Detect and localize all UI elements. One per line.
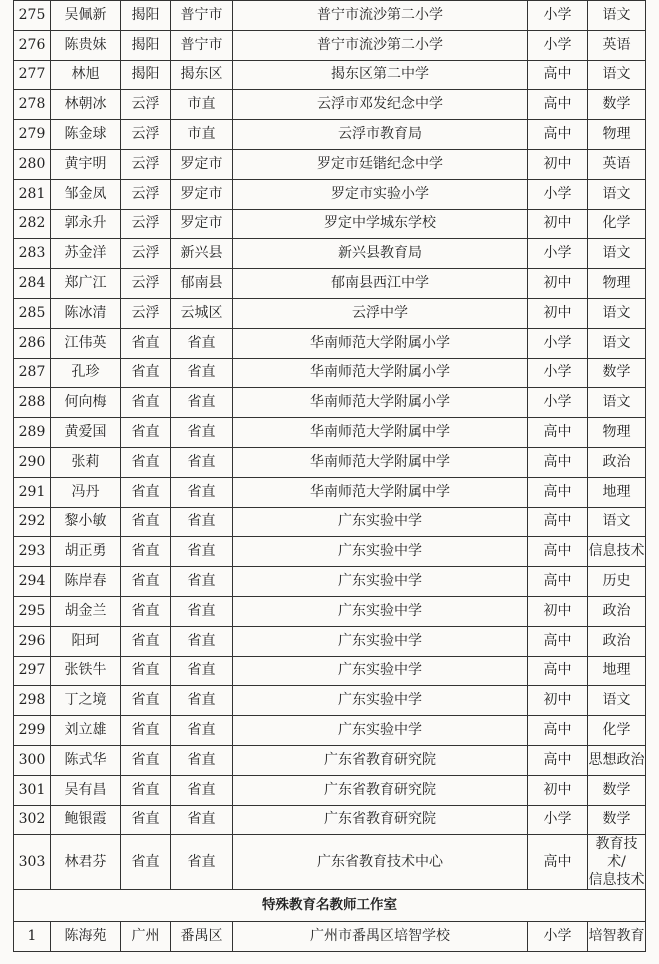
teacher-name: 张莉 [51, 447, 121, 477]
school-stage: 高中 [528, 418, 588, 448]
school-stage: 小学 [528, 179, 588, 209]
school-stage: 小学 [528, 358, 588, 388]
teacher-name: 丁之境 [51, 686, 121, 716]
table-row [14, 596, 646, 626]
district-cell: 省直 [171, 328, 233, 358]
work-unit: 广东省教育研究院 [233, 745, 528, 775]
teacher-roster-table [13, 0, 646, 952]
table-row [14, 298, 646, 328]
city-cell: 省直 [121, 507, 171, 537]
table-row [14, 537, 646, 567]
district-cell: 省直 [171, 626, 233, 656]
school-stage: 高中 [528, 835, 588, 890]
city-cell: 省直 [121, 686, 171, 716]
table-row [14, 686, 646, 716]
district-cell: 省直 [171, 686, 233, 716]
row-number: 296 [14, 626, 51, 656]
teacher-name: 胡正勇 [51, 537, 121, 567]
school-stage: 高中 [528, 716, 588, 746]
work-unit: 华南师范大学附属中学 [233, 447, 528, 477]
teacher-name: 胡金兰 [51, 596, 121, 626]
subject-line: 教育技术/ [595, 836, 638, 871]
school-stage: 小学 [528, 388, 588, 418]
subject-cell: 思想政治 [588, 745, 646, 775]
table-row [14, 358, 646, 388]
teacher-name: 陈岸春 [51, 567, 121, 597]
work-unit: 广东实验中学 [233, 537, 528, 567]
teacher-name: 黄爱国 [51, 418, 121, 448]
row-number: 283 [14, 239, 51, 269]
teacher-name: 黄宇明 [51, 149, 121, 179]
city-cell: 省直 [121, 537, 171, 567]
teacher-name: 冯丹 [51, 477, 121, 507]
table-row [14, 626, 646, 656]
subject-cell: 化学 [588, 209, 646, 239]
row-number: 292 [14, 507, 51, 537]
school-stage: 小学 [528, 805, 588, 835]
city-cell: 云浮 [121, 120, 171, 150]
city-cell: 云浮 [121, 298, 171, 328]
district-cell: 市直 [171, 90, 233, 120]
table-row [14, 388, 646, 418]
teacher-name: 刘立雄 [51, 716, 121, 746]
city-cell: 云浮 [121, 90, 171, 120]
work-unit: 普宁市流沙第二小学 [233, 30, 528, 60]
district-cell: 省直 [171, 537, 233, 567]
subject-cell: 数学 [588, 775, 646, 805]
school-stage: 高中 [528, 537, 588, 567]
table-row [14, 209, 646, 239]
subject-cell: 化学 [588, 716, 646, 746]
teacher-name: 孔珍 [51, 358, 121, 388]
city-cell: 省直 [121, 656, 171, 686]
row-number: 279 [14, 120, 51, 150]
work-unit: 广东实验中学 [233, 507, 528, 537]
subject-cell: 英语 [588, 30, 646, 60]
subject-cell: 地理 [588, 656, 646, 686]
teacher-name: 张铁牛 [51, 656, 121, 686]
teacher-name: 郑广江 [51, 269, 121, 299]
district-cell: 云城区 [171, 298, 233, 328]
district-cell: 市直 [171, 120, 233, 150]
school-stage: 小学 [528, 328, 588, 358]
row-number: 293 [14, 537, 51, 567]
subject-cell: 数学 [588, 358, 646, 388]
teacher-name: 苏金洋 [51, 239, 121, 269]
work-unit: 广东省教育研究院 [233, 805, 528, 835]
city-cell: 省直 [121, 716, 171, 746]
work-unit: 华南师范大学附属小学 [233, 328, 528, 358]
district-cell: 省直 [171, 567, 233, 597]
work-unit: 罗定中学城东学校 [233, 209, 528, 239]
school-stage: 小学 [528, 239, 588, 269]
city-cell: 省直 [121, 805, 171, 835]
city-cell: 省直 [121, 418, 171, 448]
district-cell: 普宁市 [171, 30, 233, 60]
table-row [14, 567, 646, 597]
roster-body [14, 1, 646, 952]
table-row [14, 120, 646, 150]
row-number: 295 [14, 596, 51, 626]
teacher-name: 吴佩新 [51, 1, 121, 31]
district-cell: 新兴县 [171, 239, 233, 269]
work-unit: 华南师范大学附属小学 [233, 388, 528, 418]
school-stage: 高中 [528, 120, 588, 150]
subject-cell: 政治 [588, 626, 646, 656]
school-stage: 初中 [528, 269, 588, 299]
table-row [14, 656, 646, 686]
work-unit: 罗定市实验小学 [233, 179, 528, 209]
district-cell: 省直 [171, 775, 233, 805]
row-number: 277 [14, 60, 51, 90]
table-row [14, 60, 646, 90]
teacher-name: 陈式华 [51, 745, 121, 775]
work-unit: 广东实验中学 [233, 567, 528, 597]
school-stage: 初中 [528, 298, 588, 328]
teacher-name: 吴有昌 [51, 775, 121, 805]
section-title: 特殊教育名教师工作室 [14, 890, 646, 922]
table-row [14, 149, 646, 179]
subject-cell: 历史 [588, 567, 646, 597]
teacher-name: 黎小敏 [51, 507, 121, 537]
row-number: 281 [14, 179, 51, 209]
table-row [14, 328, 646, 358]
table-row [14, 716, 646, 746]
city-cell: 省直 [121, 626, 171, 656]
school-stage: 小学 [528, 922, 588, 952]
teacher-name: 林君芬 [51, 835, 121, 890]
district-cell: 省直 [171, 418, 233, 448]
row-number: 302 [14, 805, 51, 835]
teacher-name: 陈贵妹 [51, 30, 121, 60]
table-row [14, 179, 646, 209]
teacher-name: 阳珂 [51, 626, 121, 656]
subject-cell: 政治 [588, 447, 646, 477]
teacher-name: 郭永升 [51, 209, 121, 239]
row-number: 1 [14, 922, 51, 952]
subject-line: 信息技术 [588, 872, 645, 889]
work-unit: 广州市番禺区培智学校 [233, 922, 528, 952]
row-number: 275 [14, 1, 51, 31]
school-stage: 高中 [528, 656, 588, 686]
teacher-name: 陈金球 [51, 120, 121, 150]
city-cell: 省直 [121, 328, 171, 358]
work-unit: 云浮中学 [233, 298, 528, 328]
subject-cell: 物理 [588, 418, 646, 448]
subject-cell: 语文 [588, 179, 646, 209]
subject-cell: 数学 [588, 805, 646, 835]
subject-cell: 语文 [588, 298, 646, 328]
subject-cell: 政治 [588, 596, 646, 626]
section-header-row [14, 890, 646, 922]
city-cell: 云浮 [121, 209, 171, 239]
row-number: 276 [14, 30, 51, 60]
district-cell: 郁南县 [171, 269, 233, 299]
table-row [14, 418, 646, 448]
work-unit: 华南师范大学附属中学 [233, 418, 528, 448]
city-cell: 广州 [121, 922, 171, 952]
school-stage: 高中 [528, 90, 588, 120]
table-row [14, 507, 646, 537]
work-unit: 广东实验中学 [233, 656, 528, 686]
table-row [14, 922, 646, 952]
row-number: 294 [14, 567, 51, 597]
row-number: 297 [14, 656, 51, 686]
work-unit: 广东实验中学 [233, 626, 528, 656]
school-stage: 高中 [528, 626, 588, 656]
teacher-name: 何向梅 [51, 388, 121, 418]
subject-cell: 数学 [588, 90, 646, 120]
city-cell: 揭阳 [121, 30, 171, 60]
city-cell: 省直 [121, 447, 171, 477]
city-cell: 揭阳 [121, 1, 171, 31]
district-cell: 省直 [171, 447, 233, 477]
row-number: 278 [14, 90, 51, 120]
row-number: 298 [14, 686, 51, 716]
work-unit: 广东实验中学 [233, 716, 528, 746]
district-cell: 罗定市 [171, 179, 233, 209]
row-number: 285 [14, 298, 51, 328]
teacher-name: 江伟英 [51, 328, 121, 358]
work-unit: 云浮市邓发纪念中学 [233, 90, 528, 120]
table-row [14, 805, 646, 835]
subject-cell: 培智教育 [588, 922, 646, 952]
district-cell: 省直 [171, 656, 233, 686]
table-row [14, 30, 646, 60]
table-row [14, 90, 646, 120]
district-cell: 番禺区 [171, 922, 233, 952]
work-unit: 广东省教育技术中心 [233, 835, 528, 890]
row-number: 284 [14, 269, 51, 299]
table-row [14, 477, 646, 507]
row-number: 289 [14, 418, 51, 448]
subject-cell: 物理 [588, 120, 646, 150]
district-cell: 省直 [171, 716, 233, 746]
row-number: 301 [14, 775, 51, 805]
teacher-name: 邹金凤 [51, 179, 121, 209]
school-stage: 高中 [528, 447, 588, 477]
district-cell: 省直 [171, 745, 233, 775]
teacher-name: 林朝冰 [51, 90, 121, 120]
row-number: 286 [14, 328, 51, 358]
work-unit: 揭东区第二中学 [233, 60, 528, 90]
district-cell: 省直 [171, 805, 233, 835]
work-unit: 广东省教育研究院 [233, 775, 528, 805]
city-cell: 云浮 [121, 269, 171, 299]
table-row [14, 745, 646, 775]
teacher-name: 鲍银霞 [51, 805, 121, 835]
row-number: 291 [14, 477, 51, 507]
subject-cell: 语文 [588, 388, 646, 418]
subject-cell: 信息技术 [588, 537, 646, 567]
city-cell: 省直 [121, 358, 171, 388]
subject-cell: 物理 [588, 269, 646, 299]
school-stage: 初中 [528, 596, 588, 626]
school-stage: 初中 [528, 775, 588, 805]
school-stage: 初中 [528, 149, 588, 179]
city-cell: 省直 [121, 775, 171, 805]
work-unit: 华南师范大学附属中学 [233, 477, 528, 507]
work-unit: 郁南县西江中学 [233, 269, 528, 299]
subject-cell: 语文 [588, 60, 646, 90]
work-unit: 云浮市教育局 [233, 120, 528, 150]
row-number: 303 [14, 835, 51, 890]
row-number: 288 [14, 388, 51, 418]
subject-cell: 英语 [588, 149, 646, 179]
work-unit: 华南师范大学附属小学 [233, 358, 528, 388]
work-unit: 新兴县教育局 [233, 239, 528, 269]
row-number: 287 [14, 358, 51, 388]
row-number: 282 [14, 209, 51, 239]
district-cell: 省直 [171, 596, 233, 626]
school-stage: 初中 [528, 209, 588, 239]
district-cell: 省直 [171, 358, 233, 388]
subject-cell: 语文 [588, 507, 646, 537]
district-cell: 罗定市 [171, 209, 233, 239]
city-cell: 云浮 [121, 239, 171, 269]
district-cell: 罗定市 [171, 149, 233, 179]
district-cell: 普宁市 [171, 1, 233, 31]
district-cell: 省直 [171, 388, 233, 418]
city-cell: 省直 [121, 745, 171, 775]
subject-cell: 语文 [588, 1, 646, 31]
school-stage: 初中 [528, 686, 588, 716]
table-row [14, 269, 646, 299]
table-row [14, 447, 646, 477]
subject-cell: 语文 [588, 686, 646, 716]
city-cell: 省直 [121, 388, 171, 418]
work-unit: 罗定市廷锴纪念中学 [233, 149, 528, 179]
table-row [14, 775, 646, 805]
school-stage: 高中 [528, 567, 588, 597]
district-cell: 省直 [171, 477, 233, 507]
city-cell: 省直 [121, 477, 171, 507]
city-cell: 云浮 [121, 149, 171, 179]
school-stage: 小学 [528, 30, 588, 60]
district-cell: 省直 [171, 835, 233, 890]
school-stage: 高中 [528, 745, 588, 775]
subject-cell [588, 835, 646, 890]
district-cell: 省直 [171, 507, 233, 537]
subject-cell: 地理 [588, 477, 646, 507]
work-unit: 广东实验中学 [233, 686, 528, 716]
school-stage: 高中 [528, 60, 588, 90]
district-cell: 揭东区 [171, 60, 233, 90]
city-cell: 省直 [121, 567, 171, 597]
city-cell: 省直 [121, 835, 171, 890]
row-number: 280 [14, 149, 51, 179]
table-row [14, 239, 646, 269]
city-cell: 省直 [121, 596, 171, 626]
row-number: 300 [14, 745, 51, 775]
subject-cell: 语文 [588, 328, 646, 358]
school-stage: 高中 [528, 477, 588, 507]
teacher-name: 陈海苑 [51, 922, 121, 952]
school-stage: 小学 [528, 1, 588, 31]
work-unit: 广东实验中学 [233, 596, 528, 626]
teacher-name: 陈冰清 [51, 298, 121, 328]
city-cell: 云浮 [121, 179, 171, 209]
city-cell: 揭阳 [121, 60, 171, 90]
table-row [14, 1, 646, 31]
work-unit: 普宁市流沙第二小学 [233, 1, 528, 31]
teacher-name: 林旭 [51, 60, 121, 90]
row-number: 290 [14, 447, 51, 477]
table-row [14, 835, 646, 890]
school-stage: 高中 [528, 507, 588, 537]
subject-cell: 语文 [588, 239, 646, 269]
row-number: 299 [14, 716, 51, 746]
